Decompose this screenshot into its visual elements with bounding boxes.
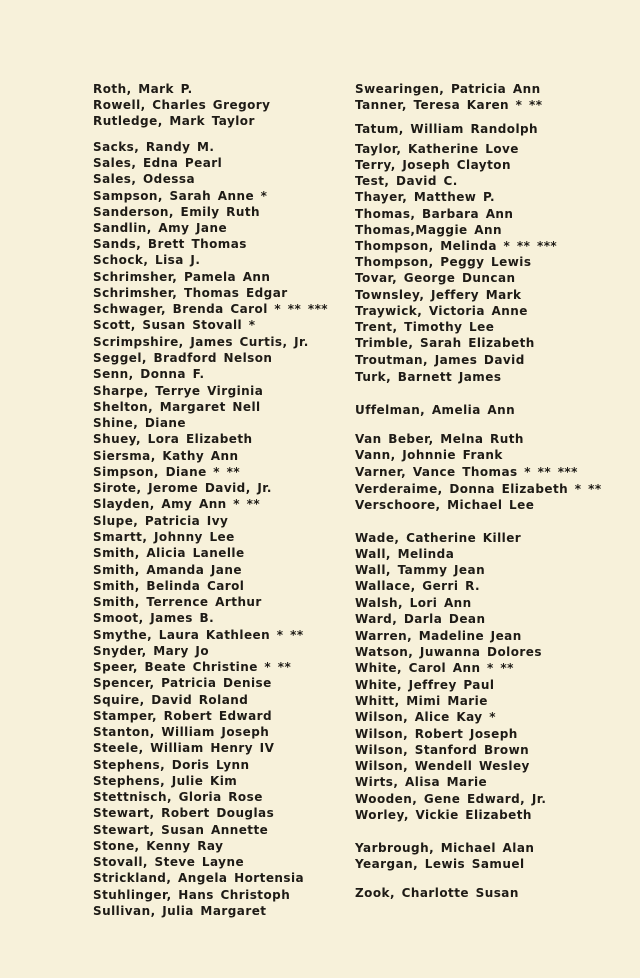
- name-entry: Roth, Mark P.: [93, 82, 193, 96]
- name-entry: Wall, Melinda: [355, 547, 455, 561]
- name-entry: Steele, William Henry IV: [93, 741, 275, 755]
- name-entry: Stephens, Doris Lynn: [93, 758, 250, 772]
- name-entry: Stettnisch, Gloria Rose: [93, 790, 263, 804]
- name-entry: Verderaime, Donna Elizabeth * **: [355, 482, 602, 496]
- name-entry: Thayer, Matthew P.: [355, 190, 496, 204]
- name-entry: Yeargan, Lewis Samuel: [355, 857, 525, 871]
- name-entry: Smith, Amanda Jane: [93, 563, 242, 577]
- name-entry: Trimble, Sarah Elizabeth: [355, 336, 535, 350]
- name-entry: Uffelman, Amelia Ann: [355, 403, 516, 417]
- name-entry: Tatum, William Randolph: [355, 122, 539, 136]
- name-entry: Stanton, William Joseph: [93, 725, 270, 739]
- name-entry: Wilson, Robert Joseph: [355, 727, 518, 741]
- name-entry: Scrimpshire, James Curtis, Jr.: [93, 335, 309, 349]
- name-entry: Trent, Timothy Lee: [355, 320, 495, 334]
- name-entry: Wall, Tammy Jean: [355, 563, 486, 577]
- name-entry: Smith, Alicia Lanelle: [93, 546, 245, 560]
- name-entry: Simpson, Diane * **: [93, 465, 241, 479]
- name-entry: Rowell, Charles Gregory: [93, 98, 271, 112]
- name-entry: Varner, Vance Thomas * ** ***: [355, 465, 578, 479]
- name-entry: Warren, Madeline Jean: [355, 629, 522, 643]
- name-entry: Verschoore, Michael Lee: [355, 498, 535, 512]
- name-entry: Smartt, Johnny Lee: [93, 530, 235, 544]
- name-entry: White, Jeffrey Paul: [355, 678, 495, 692]
- name-entry: Townsley, Jeffery Mark: [355, 288, 522, 302]
- name-entry: Traywick, Victoria Anne: [355, 304, 528, 318]
- name-entry: Snyder, Mary Jo: [93, 644, 210, 658]
- name-entry: Van Beber, Melna Ruth: [355, 432, 524, 446]
- name-entry: Smith, Belinda Carol: [93, 579, 245, 593]
- name-entry: Stuhlinger, Hans Christoph: [93, 888, 291, 902]
- name-entry: Terry, Joseph Clayton: [355, 158, 511, 172]
- name-entry: Schock, Lisa J.: [93, 253, 201, 267]
- name-entry: Whitt, Mimi Marie: [355, 694, 488, 708]
- name-entry: Speer, Beate Christine * **: [93, 660, 292, 674]
- name-entry: Turk, Barnett James: [355, 370, 502, 384]
- name-entry: Thomas, Barbara Ann: [355, 207, 514, 221]
- name-entry: Stovall, Steve Layne: [93, 855, 245, 869]
- name-entry: Squire, David Roland: [93, 693, 249, 707]
- name-entry: Sales, Odessa: [93, 172, 196, 186]
- name-entry: Siersma, Kathy Ann: [93, 449, 239, 463]
- name-entry: Smith, Terrence Arthur: [93, 595, 262, 609]
- name-entry: Shelton, Margaret Nell: [93, 400, 261, 414]
- name-entry: White, Carol Ann * **: [355, 661, 514, 675]
- name-entry: Stewart, Robert Douglas: [93, 806, 275, 820]
- name-entry: Swearingen, Patricia Ann: [355, 82, 541, 96]
- name-entry: Spencer, Patricia Denise: [93, 676, 272, 690]
- name-entry: Wilson, Stanford Brown: [355, 743, 530, 757]
- name-entry: Sandlin, Amy Jane: [93, 221, 228, 235]
- name-entry: Sales, Edna Pearl: [93, 156, 223, 170]
- name-entry: Sirote, Jerome David, Jr.: [93, 481, 272, 495]
- name-entry: Seggel, Bradford Nelson: [93, 351, 273, 365]
- name-entry: Wallace, Gerri R.: [355, 579, 481, 593]
- name-entry: Ward, Darla Dean: [355, 612, 486, 626]
- name-entry: Stewart, Susan Annette: [93, 823, 269, 837]
- name-entry: Shine, Diane: [93, 416, 186, 430]
- name-entry: Tovar, George Duncan: [355, 271, 516, 285]
- name-entry: Tanner, Teresa Karen * **: [355, 98, 543, 112]
- name-entry: Slupe, Patricia Ivy: [93, 514, 229, 528]
- name-entry: Slayden, Amy Ann * **: [93, 497, 261, 511]
- name-entry: Watson, Juwanna Dolores: [355, 645, 542, 659]
- name-entry: Thompson, Peggy Lewis: [355, 255, 532, 269]
- name-entry: Stephens, Julie Kim: [93, 774, 238, 788]
- name-entry: Thomas,Maggie Ann: [355, 223, 502, 237]
- name-entry: Wooden, Gene Edward, Jr.: [355, 792, 547, 806]
- name-entry: Wade, Catherine Killer: [355, 531, 522, 545]
- name-entry: Schwager, Brenda Carol * ** ***: [93, 302, 329, 316]
- name-entry: Wilson, Wendell Wesley: [355, 759, 530, 773]
- name-entry: Sampson, Sarah Anne *: [93, 189, 268, 203]
- name-entry: Strickland, Angela Hortensia: [93, 871, 305, 885]
- name-entry: Sullivan, Julia Margaret: [93, 904, 267, 918]
- name-entry: Worley, Vickie Elizabeth: [355, 808, 532, 822]
- name-entry: Walsh, Lori Ann: [355, 596, 472, 610]
- name-entry: Senn, Donna F.: [93, 367, 205, 381]
- name-entry: Schrimsher, Pamela Ann: [93, 270, 271, 284]
- name-entry: Yarbrough, Michael Alan: [355, 841, 535, 855]
- name-entry: Sacks, Randy M.: [93, 140, 215, 154]
- name-entry: Shuey, Lora Elizabeth: [93, 432, 253, 446]
- name-entry: Thompson, Melinda * ** ***: [355, 239, 558, 253]
- name-entry: Wilson, Alice Kay *: [355, 710, 496, 724]
- name-entry: Rutledge, Mark Taylor: [93, 114, 255, 128]
- name-entry: Smoot, James B.: [93, 611, 215, 625]
- name-entry: Schrimsher, Thomas Edgar: [93, 286, 288, 300]
- name-entry: Vann, Johnnie Frank: [355, 448, 503, 462]
- name-entry: Scott, Susan Stovall *: [93, 318, 256, 332]
- name-entry: Taylor, Katherine Love: [355, 142, 519, 156]
- name-entry: Sanderson, Emily Ruth: [93, 205, 261, 219]
- name-entry: Troutman, James David: [355, 353, 525, 367]
- name-entry: Sands, Brett Thomas: [93, 237, 247, 251]
- name-entry: Sharpe, Terrye Virginia: [93, 384, 264, 398]
- name-entry: Wirts, Alisa Marie: [355, 775, 488, 789]
- name-entry: Test, David C.: [355, 174, 458, 188]
- name-entry: Smythe, Laura Kathleen * **: [93, 628, 304, 642]
- name-entry: Stamper, Robert Edward: [93, 709, 273, 723]
- name-entry: Zook, Charlotte Susan: [355, 886, 519, 900]
- name-entry: Stone, Kenny Ray: [93, 839, 224, 853]
